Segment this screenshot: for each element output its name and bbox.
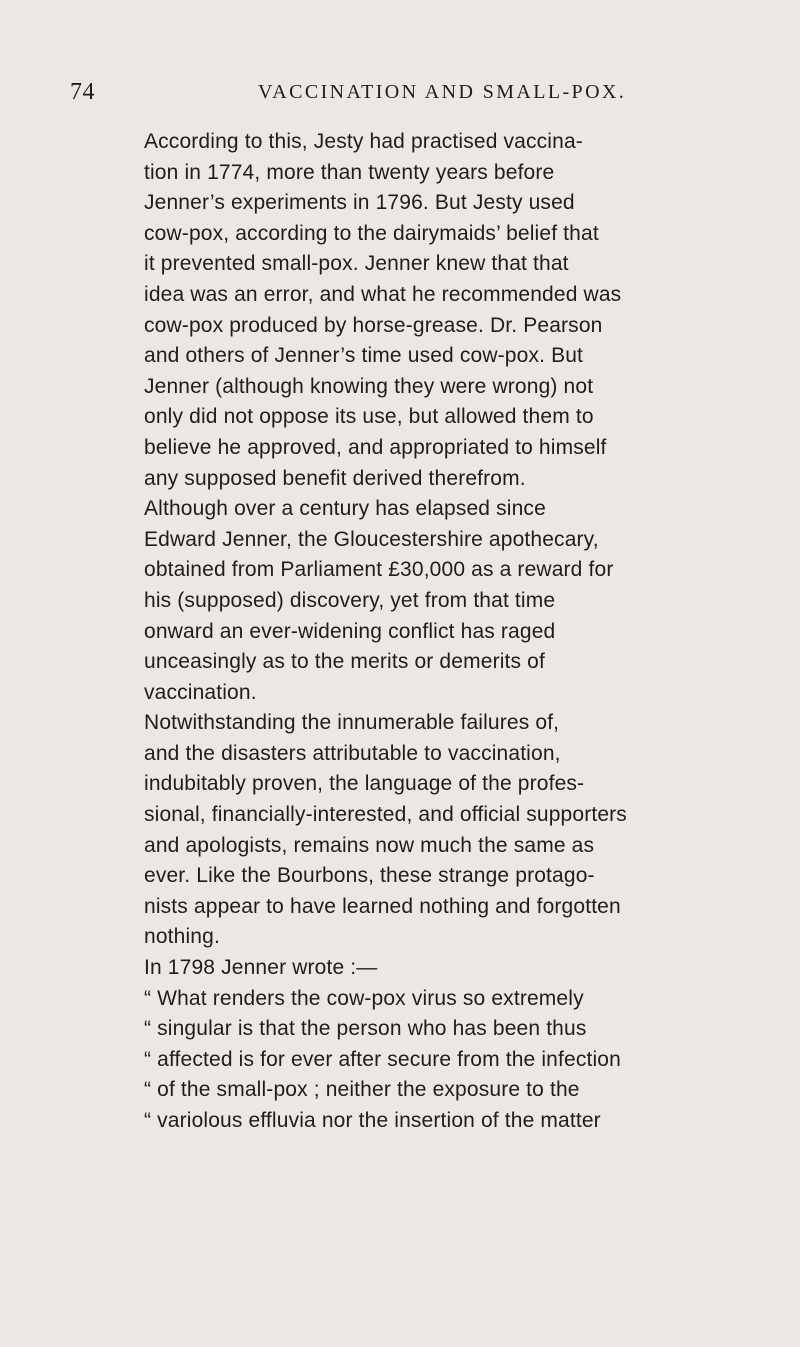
text-line: and the disasters attributable to vaccination, bbox=[144, 741, 561, 765]
quote-line: “ of the small-pox ; neither the exposure to the bbox=[144, 1078, 580, 1102]
text-line: nists appear to have learned nothing and forgotten bbox=[144, 894, 621, 918]
text-line: any supposed benefit derived therefrom. bbox=[144, 466, 526, 490]
quotation-jenner-1798 bbox=[116, 984, 738, 1137]
text-line: his (supposed) discovery, yet from that time bbox=[144, 588, 556, 612]
text-line: idea was an error, and what he recommended was bbox=[144, 282, 622, 306]
text-line: sional, financially-interested, and official supporters bbox=[144, 803, 627, 827]
text-line: nothing. bbox=[144, 925, 220, 949]
text-line: only did not oppose its use, but allowed them to bbox=[144, 405, 594, 429]
text-line: onward an ever-widening conflict has raged bbox=[144, 619, 556, 643]
text-line: cow-pox produced by horse-grease. Dr. Pearson bbox=[144, 313, 603, 337]
text-line: unceasingly as to the merits or demerits of bbox=[144, 650, 545, 674]
text-line: and others of Jenner’s time used cow-pox. But bbox=[144, 344, 584, 368]
text-line: and apologists, remains now much the same as bbox=[144, 833, 595, 857]
paragraph-jesty-vaccination bbox=[116, 127, 738, 494]
text-line: indubitably proven, the language of the profes- bbox=[144, 772, 585, 796]
quote-line: “ variolous effluvia nor the insertion of the matter bbox=[144, 1109, 601, 1132]
page-number: 74 bbox=[70, 79, 95, 105]
body-text bbox=[116, 127, 738, 1137]
quote-line: “ affected is for ever after secure from the infection bbox=[144, 1047, 621, 1071]
paragraph-century-conflict bbox=[116, 494, 738, 708]
text-line: Although over a century has elapsed since bbox=[144, 497, 546, 521]
text-line: Jenner (although knowing they were wrong) not bbox=[144, 374, 594, 398]
quote-line: “ singular is that the person who has been thus bbox=[144, 1017, 587, 1041]
text-line: cow-pox, according to the dairymaids’ belief that bbox=[144, 221, 599, 245]
text-line: obtained from Parliament £30,000 as a reward for bbox=[144, 558, 614, 582]
text-line: it prevented small-pox. Jenner knew that that bbox=[144, 252, 569, 276]
text-line: ever. Like the Bourbons, these strange protago- bbox=[144, 864, 595, 888]
text-line: Notwithstanding the innumerable failures of, bbox=[144, 711, 560, 735]
text-line: tion in 1774, more than twenty years before bbox=[144, 160, 555, 184]
paragraph-failures-and-disasters bbox=[116, 708, 738, 953]
running-title: VACCINATION AND SMALL-POX. bbox=[258, 81, 627, 103]
text-line: Edward Jenner, the Gloucestershire apothecary, bbox=[144, 527, 599, 551]
text-line: vaccination. bbox=[144, 680, 257, 704]
text-line: In 1798 Jenner wrote :— bbox=[144, 956, 378, 980]
paragraph-jenner-wrote bbox=[116, 953, 738, 984]
text-line: Jenner’s experiments in 1796. But Jesty used bbox=[144, 191, 575, 215]
text-line: According to this, Jesty had practised vaccina- bbox=[144, 130, 583, 153]
quote-line: “ What renders the cow-pox virus so extremely bbox=[144, 986, 584, 1010]
text-line: believe he approved, and appropriated to himself bbox=[144, 435, 607, 459]
